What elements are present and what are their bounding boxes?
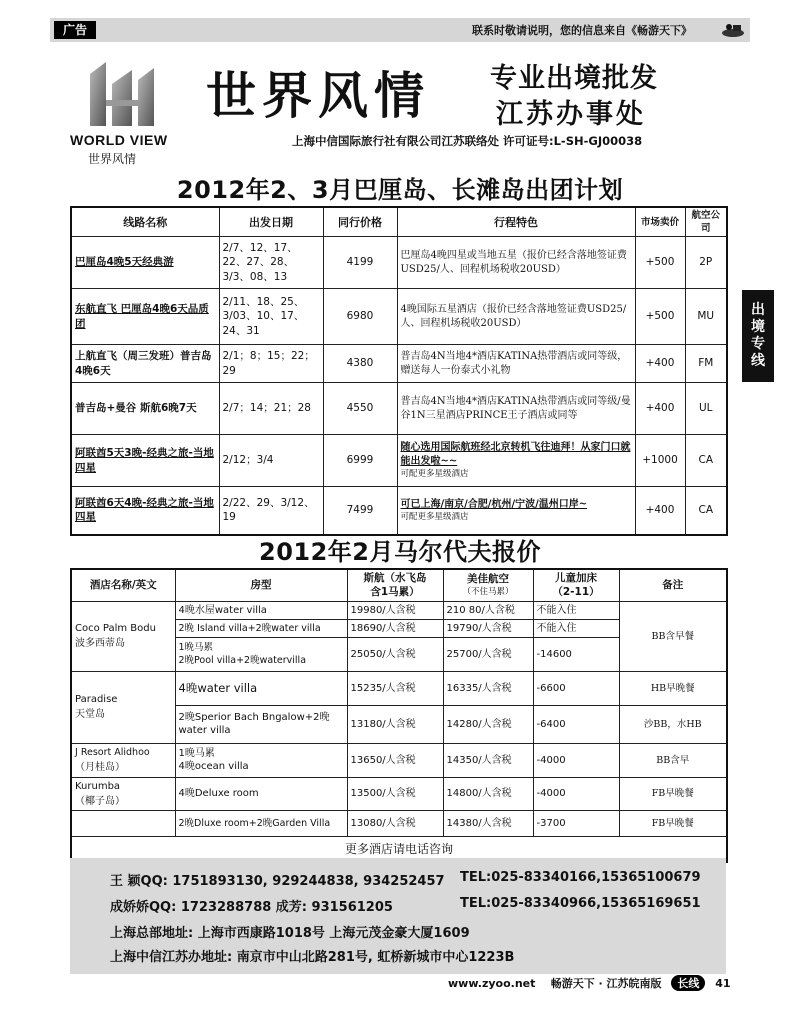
itinerary-features: 4晚国际五星酒店（报价已经含落地签证费USD25/人、回程机场税收20USD） xyxy=(397,289,635,345)
srilankan-price: 25050/人含税 xyxy=(347,637,443,671)
header-text: 美佳航空 xyxy=(467,573,509,586)
market-price: +400 xyxy=(635,383,685,435)
hotel-note: 沙BB，水HB xyxy=(619,705,727,743)
departure-dates: 2/22、29、3/12、19 xyxy=(219,487,323,535)
world-view-logo-icon xyxy=(86,60,158,128)
brand-title: 世界风情 xyxy=(206,66,430,125)
slogan-line-2: 江苏办事处 xyxy=(496,99,646,130)
room-line: 2晚Pool villa+2晚watervilla xyxy=(178,655,307,667)
itinerary-features xyxy=(397,487,635,535)
section-title-maldives: 2012年2月马尔代夫报价 xyxy=(259,538,541,566)
child-bed-price: -3700 xyxy=(533,810,619,836)
source-note: 联系时敬请说明，您的信息来自《畅游天下》 xyxy=(472,24,692,37)
maldives-price-table xyxy=(70,568,728,863)
route-name: 普吉岛+曼谷 斯航6晚7天 xyxy=(71,383,219,435)
table-row xyxy=(71,601,727,619)
mega-price: 14380/人含税 xyxy=(443,810,533,836)
hotel-name-empty xyxy=(71,810,175,836)
table-row xyxy=(71,777,727,810)
header-text: （不住马累） xyxy=(462,586,514,597)
contact-wang-tel: TEL:025-83340166,15365100679 xyxy=(460,870,701,885)
route-name: 阿联酋6天4晚-经典之旅-当地四星 xyxy=(71,487,219,535)
room-type: 4晚Deluxe room xyxy=(175,777,347,810)
departure-dates: 2/12；3/4 xyxy=(219,435,323,487)
header-price: 同行价格 xyxy=(323,207,397,237)
hotel-name-cn: 天堂岛 xyxy=(75,709,105,721)
logo-chinese-name: 世界风情 xyxy=(88,152,137,166)
table-header-row xyxy=(71,569,727,601)
header-market-price: 市场卖价 xyxy=(635,207,685,237)
srilankan-price: 13650/人含税 xyxy=(347,743,443,777)
section-title-bali: 2012年2、3月巴厘岛、长滩岛出团计划 xyxy=(176,176,624,204)
room-type: 2晚Dluxe room+2晚Garden Villa xyxy=(175,810,347,836)
contact-wang-qq: 王 颖QQ: 1751893130, 929244838, 934252457 xyxy=(110,874,445,889)
hotel-name-cn: （椰子岛） xyxy=(75,795,125,807)
feature-extra: 可配更多星级酒店 xyxy=(400,468,469,479)
header-features: 行程特色 xyxy=(397,207,635,237)
room-type xyxy=(175,637,347,671)
header-dates: 出发日期 xyxy=(219,207,323,237)
srilankan-price: 15235/人含税 xyxy=(347,671,443,705)
room-type: 2晚 Island villa+2晚water villa xyxy=(175,619,347,637)
departure-dates: 2/1；8；15；22；29 xyxy=(219,345,323,383)
child-bed-price: -4000 xyxy=(533,743,619,777)
airline: MU xyxy=(685,289,727,345)
room-line: 4晚ocean villa xyxy=(178,761,249,773)
side-tab-char: 境 xyxy=(751,319,765,335)
side-tab-char: 出 xyxy=(751,302,765,318)
trade-price: 4199 xyxy=(323,237,397,289)
header-text: 含1马累） xyxy=(370,586,420,599)
market-price: +1000 xyxy=(635,435,685,487)
table-row xyxy=(71,671,727,705)
market-price: +400 xyxy=(635,487,685,535)
room-type: 4晚water villa xyxy=(175,671,347,705)
hq-address: 上海总部地址: 上海市西康路1018号 上海元茂金豪大厦1609 xyxy=(110,926,470,941)
logo-english-name: WORLD VIEW xyxy=(70,132,168,148)
mega-price: 14280/人含税 xyxy=(443,705,533,743)
room-type: 2晚Sperior Bach Bngalow+2晚water villa xyxy=(175,705,347,743)
child-bed-price: -6600 xyxy=(533,671,619,705)
trade-price: 4380 xyxy=(323,345,397,383)
outbound-line-tab xyxy=(742,290,774,382)
departure-dates: 2/11、18、25、3/03、10、17、24、31 xyxy=(219,289,323,345)
table-header-row xyxy=(71,207,727,237)
mega-price: 19790/人含税 xyxy=(443,619,533,637)
child-bed-price: 不能入住 xyxy=(533,619,619,637)
contact-block xyxy=(70,858,726,974)
hotel-note: FB早晚餐 xyxy=(619,810,727,836)
page-number: 41 xyxy=(715,977,731,990)
departure-dates: 2/7；14；21；28 xyxy=(219,383,323,435)
market-price: +400 xyxy=(635,345,685,383)
itinerary-features: 巴厘岛4晚四星或当地五星（报价已经含落地签证费USD25/人、回程机场税收20USD） xyxy=(397,237,635,289)
departure-dates: 2/7、12、17、22、27、28、3/3、08、13 xyxy=(219,237,323,289)
hotel-note: BB含早餐 xyxy=(619,601,727,671)
hotel-name-en: Kurumba xyxy=(75,780,121,792)
trade-price: 4550 xyxy=(323,383,397,435)
mega-price: 14800/人含税 xyxy=(443,777,533,810)
hotel-name-en: Coco Palm Bodu xyxy=(75,623,156,635)
hotel-name-en: J Resort Alidhoo xyxy=(75,746,150,758)
page-footer xyxy=(448,975,731,991)
market-price: +500 xyxy=(635,237,685,289)
contact-cheng-tel: TEL:025-83340966,15365169651 xyxy=(460,896,701,911)
table-row xyxy=(71,289,727,345)
airline: 2P xyxy=(685,237,727,289)
slogan-line-1: 专业出境批发 xyxy=(490,63,658,94)
side-tab-char: 线 xyxy=(751,353,765,369)
side-tab-char: 专 xyxy=(751,336,765,352)
mega-price: 16335/人含税 xyxy=(443,671,533,705)
room-type xyxy=(175,743,347,777)
room-type: 4晚水屋water villa xyxy=(175,601,347,619)
hotel-note: FB早晚餐 xyxy=(619,777,727,810)
header-route: 线路名称 xyxy=(71,207,219,237)
srilankan-price: 13180/人含税 xyxy=(347,705,443,743)
hotel-name xyxy=(71,671,175,743)
magazine-name: 畅游天下 · 江苏皖南版 xyxy=(550,977,662,990)
trade-price: 6999 xyxy=(323,435,397,487)
itinerary-features xyxy=(397,435,635,487)
hotel-name xyxy=(71,601,175,671)
route-name: 上航直飞（周三发班）普吉岛4晚6天 xyxy=(71,345,219,383)
contact-cheng-qq: 成娇娇QQ: 1723288788 成芳: 931561205 xyxy=(110,900,393,915)
itinerary-features: 普吉岛4N当地4*酒店KATINA热带酒店或同等级/曼谷1N三星酒店PRINCE王子酒店或同等 xyxy=(397,383,635,435)
child-bed-price: -6400 xyxy=(533,705,619,743)
table-row xyxy=(71,435,727,487)
mega-price: 25700/人含税 xyxy=(443,637,533,671)
feature-text: 随心选用国际航班经北京转机飞往迪拜！从家门口就能出发啦~~ xyxy=(400,442,631,467)
market-price: +500 xyxy=(635,289,685,345)
tour-schedule-table xyxy=(70,206,728,536)
trade-price: 6980 xyxy=(323,289,397,345)
trade-price: 7499 xyxy=(323,487,397,535)
header-child-bed xyxy=(533,569,619,601)
child-bed-price: 不能入住 xyxy=(533,601,619,619)
more-hotels-note: 更多酒店请电话咨询 xyxy=(71,836,727,862)
table-row xyxy=(71,810,727,836)
header-room: 房型 xyxy=(175,569,347,601)
section-pill: 长线 xyxy=(671,975,705,991)
header-text: （2-11） xyxy=(552,586,600,599)
table-row xyxy=(71,383,727,435)
ad-label: 广告 xyxy=(54,21,96,39)
airline: UL xyxy=(685,383,727,435)
airline: CA xyxy=(685,487,727,535)
route-name: 巴厘岛4晚5天经典游 xyxy=(71,237,219,289)
feature-text: 可已上海/南京/合肥/杭州/宁波/温州口岸~ xyxy=(400,498,588,510)
header-text: 儿童加床 xyxy=(555,572,597,584)
child-bed-price: -14600 xyxy=(533,637,619,671)
header-text: 斯航（水飞岛 xyxy=(363,572,427,584)
route-name: 阿联酋5天3晚-经典之旅-当地四星 xyxy=(71,435,219,487)
route-name: 东航直飞 巴厘岛4晚6天品质团 xyxy=(71,289,219,345)
hotel-name-cn: 波多西蒂岛 xyxy=(75,638,125,650)
agency-license: 上海中信国际旅行社有限公司江苏联络处 许可证号:L-SH-GJ00038 xyxy=(292,134,643,148)
header-mega xyxy=(443,569,533,601)
airline: FM xyxy=(685,345,727,383)
table-row xyxy=(71,743,727,777)
mega-price: 14350/人含税 xyxy=(443,743,533,777)
hotel-name-cn: （月桂岛） xyxy=(75,762,125,774)
website-link[interactable]: www.zyoo.net xyxy=(448,977,536,990)
mega-price: 210 80/人含税 xyxy=(443,601,533,619)
header-srilankan xyxy=(347,569,443,601)
room-line: 1晚马累 xyxy=(178,642,214,654)
feature-extra: 可配更多星级酒店 xyxy=(400,511,469,522)
srilankan-price: 19980/人含税 xyxy=(347,601,443,619)
hotel-note: HB早晚餐 xyxy=(619,671,727,705)
header-hotel: 酒店名称/英文 xyxy=(71,569,175,601)
srilankan-price: 13080/人含税 xyxy=(347,810,443,836)
header-airline: 航空公司 xyxy=(685,207,727,237)
traveler-icon xyxy=(720,22,746,38)
srilankan-price: 18690/人含税 xyxy=(347,619,443,637)
hotel-name-en: Paradise xyxy=(75,694,118,706)
table-row xyxy=(71,237,727,289)
hotel-name xyxy=(71,743,175,777)
room-line: 1晚马累 xyxy=(178,747,215,759)
table-row xyxy=(71,487,727,535)
child-bed-price: -4000 xyxy=(533,777,619,810)
srilankan-price: 13500/人含税 xyxy=(347,777,443,810)
airline: CA xyxy=(685,435,727,487)
header-note: 备注 xyxy=(619,569,727,601)
hotel-note: BB含早 xyxy=(619,743,727,777)
table-row xyxy=(71,345,727,383)
jiangsu-office-address: 上海中信江苏办地址: 南京市中山北路281号, 虹桥新城市中心1223B xyxy=(110,950,515,965)
hotel-name xyxy=(71,777,175,810)
itinerary-features: 普吉岛4N当地4*酒店KATINA热带酒店或同等级，赠送每人一份泰式小礼物 xyxy=(397,345,635,383)
